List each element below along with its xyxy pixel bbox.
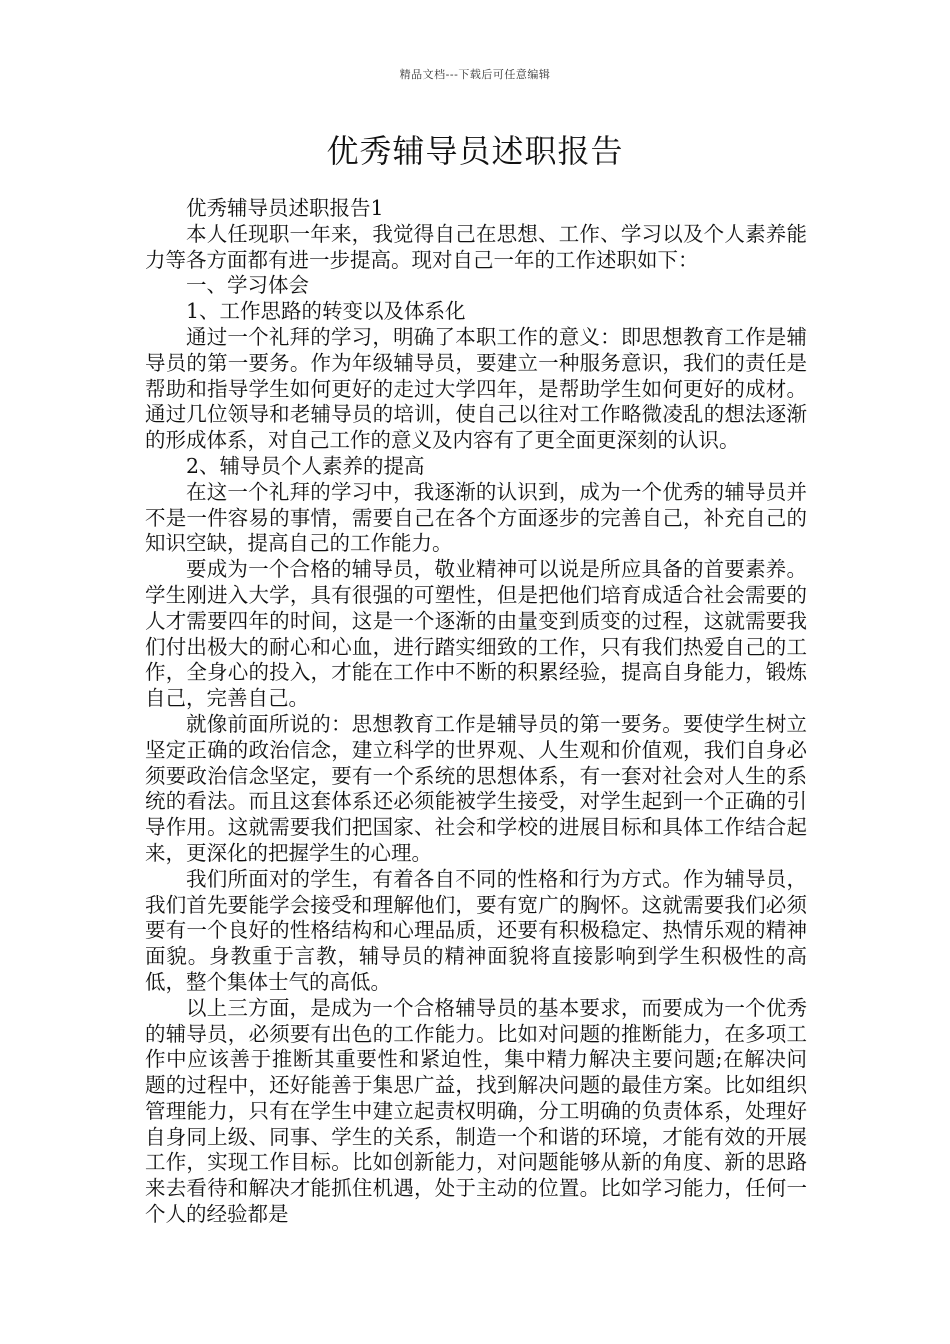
paragraph: 优秀辅导员述职报告1 bbox=[186, 196, 384, 220]
section-heading: 一、学习体会 bbox=[186, 273, 309, 298]
paragraph: 我们所面对的学生，有着各自不同的性格和行为方式。作为辅导员，我们首先要能学会接受和理解他们，要有宽广的胸怀。这就需要我们必须要有一个良好的性格结构和心理品质，还要有积极稳定、热情乐观的精神面貌。身教重于言教，辅导员的精神面貌将直接影响到学生积极性的高低，整个集体士气的高低。 bbox=[145, 866, 807, 994]
document-body bbox=[145, 196, 807, 1228]
paragraph: 就像前面所说的：思想教育工作是辅导员的第一要务。要使学生树立坚定正确的政治信念，建立科学的世界观、人生观和价值观，我们自身必须要政治信念坚定，要有一个系统的思想体系，有一套对社会对人生的系统的看法。而且这套体系还必须能被学生接受，对学生起到一个正确的引导作用。这就需要我们把国家、社会和学校的进展目标和具体工作结合起来，更深化的把握学生的心理。 bbox=[145, 711, 807, 865]
document-title: 优秀辅导员述职报告 bbox=[326, 132, 624, 170]
paragraph: 在这一个礼拜的学习中，我逐渐的认识到，成为一个优秀的辅导员并不是一件容易的事情，需要自己在各个方面逐步的完善自己，补充自己的知识空缺，提高自己的工作能力。 bbox=[145, 479, 807, 556]
subsection-heading: 2、辅导员个人素养的提高 bbox=[186, 453, 425, 478]
subsection-heading: 1、工作思路的转变以及体系化 bbox=[186, 299, 466, 324]
paragraph: 本人任现职一年来，我觉得自己在思想、工作、学习以及个人素养能力等各方面都有进一步提高。现对自己一年的工作述职如下： bbox=[145, 221, 807, 272]
paragraph: 要成为一个合格的辅导员，敬业精神可以说是所应具备的首要素养。学生刚进入大学，具有很强的可塑性，但是把他们培育成适合社会需要的人才需要四年的时间，这是一个逐渐的由量变到质变的过程，这就需要我们付出极大的耐心和心血，进行踏实细致的工作，只有我们热爱自己的工作，全身心的投入，才能在工作中不断的积累经验，提高自身能力，锻炼自己，完善自己。 bbox=[145, 557, 807, 711]
header-note: 精品文档---下载后可任意编辑 bbox=[399, 68, 551, 81]
paragraph: 以上三方面，是成为一个合格辅导员的基本要求，而要成为一个优秀的辅导员，必须要有出色的工作能力。比如对问题的推断能力，在多项工作中应该善于推断其重要性和紧迫性，集中精力解决主要问题;在解决问题的过程中，还好能善于集思广益，找到解决问题的最佳方案。比如组织管理能力，只有在学生中建立起责权明确，分工明确的负责体系，处理好自身同上级、同事、学生的关系，制造一个和谐的环境，才能有效的开展工作，实现工作目标。比如创新能力，对问题能够从新的角度、新的思路来去看待和解决才能抓住机遇，处于主动的位置。比如学习能力，任何一个人的经验都是 bbox=[145, 995, 807, 1227]
paragraph: 通过一个礼拜的学习，明确了本职工作的意义：即思想教育工作是辅导员的第一要务。作为年级辅导员，要建立一种服务意识，我们的责任是帮助和指导学生如何更好的走过大学四年，是帮助学生如何更好的成材。通过几位领导和老辅导员的培训，使自己以往对工作略微凌乱的想法逐渐的形成体系，对自己工作的意义及内容有了更全面更深刻的认识。 bbox=[145, 324, 807, 453]
